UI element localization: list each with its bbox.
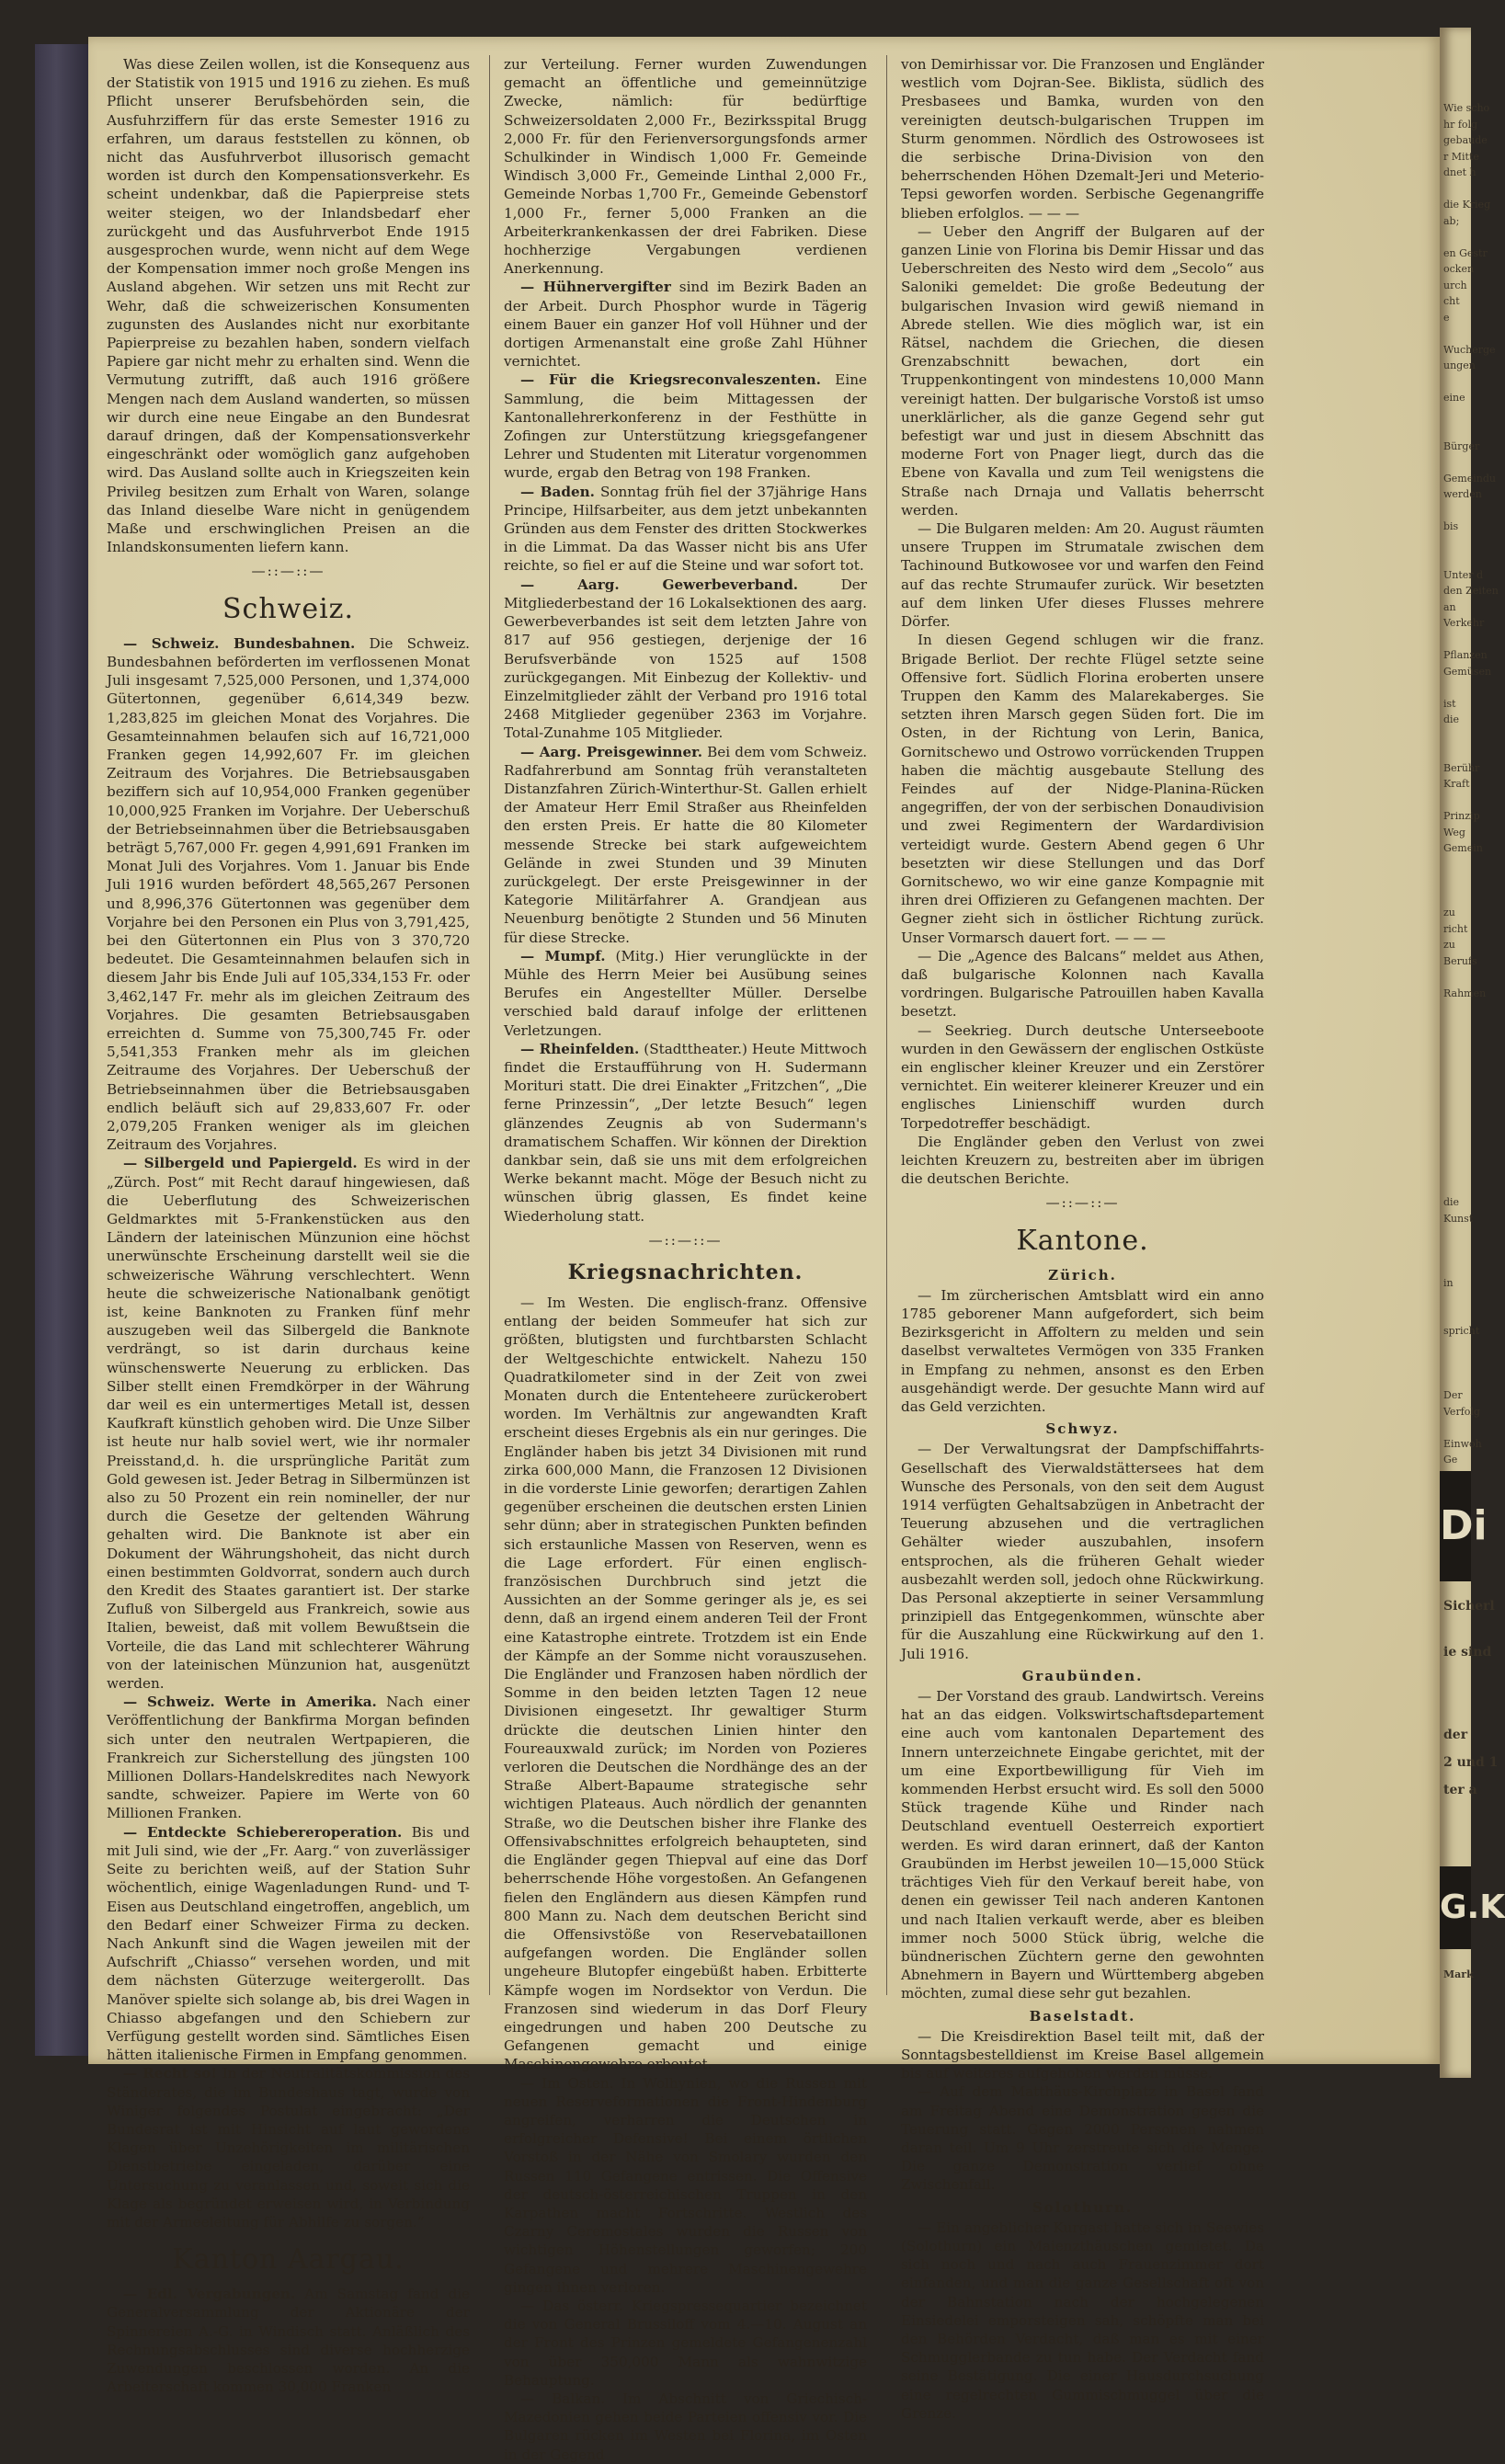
- fragment-line: e: [1443, 311, 1450, 324]
- article-gewerbeverband: [504, 576, 867, 743]
- article-text: Der Mitgliederbestand der 16 Lokalsektionen des aarg. Gewerbeverbandes ist seit dem letzten Jahre von 817 auf 956 gestiegen, derjenige der 16 Berufsverbände von 1525 auf 1508 zurückgegangen. Mit Einbezug der Kollektiv- und Einzelmitglieder zählt der Verband pro 1916 total 2468 Mitglieder gegenüber 2363 im Vorjahre. Total-Zunahme 105 Mitglieder.: [504, 576, 867, 742]
- article-text: Bis und mit Juli sind, wie der „Fr. Aarg.“ von zuverlässiger Seite zu berichten weiß, auf der Station Suhr wöchentlich, einige Wagenladungen Rund- und T-Eisen aus Deutschland eingetroffen, angeblich, um den Bedarf einer Schweizer Firma zu decken. Nach Ankunft sind die Wagen jeweilen mit der Aufschrift „Chiasso“ versehen worden, und mit dem nächsten Güterzuge weitergerollt. Das Manöver spielte sich solange ab, bis drei Wagen in Chiasso abgefangen und den Schiebern zur Verfügung gestellt worden sind. Sämtliches Eisen hätten italienische Firmen in Empfang genommen.: [107, 1823, 470, 2064]
- fragment-line: hr folg: [1443, 118, 1478, 131]
- article-text: bezeichnet die von General Brussiloff vom 4.—10. August an der Front des Prinzen gemeldete Gefangenenzahl von über 350,000 Mann als wahnwitzige Behauptung.: [504, 2297, 867, 2389]
- article-text: Eine Sammlung, die beim Mittagessen der Kantonallehrerkonferenz in der Festhütte in Zofingen zur Unterstützung kriegsgefangener Lehrer und Studenten mit Literatur vorgenommen wurde, ergab den Betrag von 198 Franken.: [504, 371, 867, 482]
- article-label: — Silbergeld und Papiergeld.: [123, 1155, 358, 1172]
- fragment-line: urch: [1443, 279, 1467, 291]
- fragment-line: Prinzip: [1443, 810, 1480, 822]
- fragment-line: Kunst: [1443, 1212, 1474, 1225]
- fragment-line: gebaude: [1443, 134, 1488, 146]
- article-im-westen: [504, 1294, 867, 2074]
- fragment-line: Der: [1443, 1389, 1463, 1401]
- article-im-osten: [504, 2074, 867, 2297]
- fragment-line: ist: [1443, 697, 1456, 710]
- column-rule-left: [489, 55, 490, 1995]
- article-label: — Im Osten.: [520, 2074, 614, 2092]
- article-label: — Hühnervergifter: [520, 279, 671, 296]
- article-seekrieg: — Seekrieg. Durch deutsche Unterseeboote wurden in den Gewässern der englischen Ostküste ein englischer kleiner Kreuzer und ein Zerstörer vernichtet. Ein weiterer kleinerer Kreuzer und ein englisches Linienschiff wurden durch Torpedotreffer beschädigt.: [901, 1021, 1264, 1132]
- fragment-line: richt: [1443, 922, 1468, 935]
- fragment-ad-line: Mark: [1443, 1968, 1474, 1980]
- column-two: [504, 55, 868, 2463]
- article-label: — Schweiz. Werte in Amerika.: [123, 1694, 377, 1711]
- article-text: (Stadttheater.) Heute Mittwoch findet die Erstaufführung von H. Sudermann Morituri statt. Die drei Einakter „Fritzchen“, „Die ferne Prinzessin“, „Der letzte Besuch“ legen glänzendes Zeugnis ab von Sudermann's dramatischem Schaffen. Wir können der Direktion dankbar sein, daß sie uns mit dem erfolgreichen Werke bekannt macht. Möge der Besuch nicht zu wünschen übrig glassen, Es findet keine Wiederholung statt.: [504, 1040, 867, 1225]
- article-preisgewinner: [504, 743, 867, 947]
- article-schwyz: — Der Verwaltungsrat der Dampfschiffahrts-Gesellschaft des Vierwaldstättersees hat dem Wunsche des Personals, von den seit dem August 1914 verfügten Gehaltsabzügen in Anbetracht der Teuerung abzusehen und die vertraglichen Gehälter wieder auszubahlen, insofern entsprochen, als die früheren Gehalt wieder ausbezahlt werden soll, jedoch ohne Rückwirkung. Das Personal akzeptierte in seiner Versammlung prinzipiell das Entgegenkommen, wünschte aber für die Auszahlung eine Rückwirkung auf den 1. Juli 1916.: [901, 1441, 1264, 1662]
- article-huehnervergifter: [504, 278, 867, 371]
- article-zuerich: — Im zürcherischen Amtsblatt wird ein anno 1785 geborener Mann aufgefordert, sich beim Bezirksgericht in Affoltern zu melden und sein daselbst verwaltetes Vermögen von 335 Franken in Empfang zu nehmen, ansonst es den Erben ausgehändigt werde. Der gesuchte Mann wird auf das Geld verzichten.: [901, 1286, 1264, 1416]
- fragment-line: Ge: [1443, 1454, 1458, 1466]
- article-mumpf: [504, 947, 867, 1040]
- fragment-line: Pflanzen: [1443, 649, 1488, 661]
- article-agence-balcans: — Die „Agence des Balcans“ meldet aus Athen, daß bulgarische Kolonnen nach Kavalla vordringen. Bulgarische Patrouillen haben Kavalla besetzt.: [901, 947, 1264, 1021]
- fragment-line: Wie scho: [1443, 102, 1490, 114]
- fragment-line: ab;: [1443, 214, 1460, 227]
- article-balkan: [504, 2390, 867, 2464]
- heading-kantone: Kantone.: [1016, 1224, 1149, 1257]
- article-text: (Mitg.) Hier verunglückte in der Mühle des Herrn Meier bei Ausübung seines Berufes ein Angestellter Müller. Derselbe verschied bald darauf infolge der erlittenen Verletzungen.: [504, 947, 867, 1039]
- section-separator: —::—::—: [1045, 1194, 1120, 1212]
- fragment-line: die: [1443, 1196, 1460, 1208]
- fragment-ad-headline: Di: [1440, 1471, 1471, 1581]
- article-kriegsreconvaleszenten: [504, 371, 867, 482]
- article-kriegspressequartier: [504, 2297, 867, 2390]
- heading-baselstadt: Baselstadt.: [1029, 2007, 1136, 2025]
- continued-paragraph: zur Verteilung. Ferner wurden Zuwendungen gemacht an öffentliche und gemeinnützige Zwecke, nämlich: für bedürftige Schweizersoldaten 2,000 Fr., Bezirksspital Brugg 2,000 Fr. für den Ferienversorgungsfonds armer Schulkinder in Windisch 1,000 Fr. Gemeinde Windisch 3,000 Fr., Gemeinde Linthal 2,000 Fr., Gemeinde Norbas 1,700 Fr., Gemeinde Gebenstorf 1,000 Fr., ferner 5,000 Franken an die Arbeiterkrankenkassen der drei Fabriken. Diese hochherzige Vergabungen verdienen Anerkennung.: [504, 56, 867, 278]
- fragment-line: Berufs: [1443, 954, 1477, 967]
- fragment-line: spricht: [1443, 1325, 1480, 1337]
- article-gegend: In diesen Gegend schlugen wir die franz. Brigade Berliot. Der rechte Flügel setzte seine Offensive fort. Südlich Florina eroberten unsere Truppen den Kamm des Malarekaberges. Sie setzten ihren Marsch gegen Süden fort. Die im Osten, in der Richtung von Lerin, Banica, Gornitschewo und Ostrowo vorrückenden Truppen haben die mächtig ausgebaute Stellung des Feindes auf der Nidge-Planina-Rücken angegriffen, der von der serbischen Donaudivision und zwei Regimentern der Wardardivision verteidigt wurde. Gestern Abend gegen 6 Uhr besetzten wir diese Stellungen und das Dorf Gornitschewo, wo wir eine ganze Kompagnie mit ihren drei Offizieren zu Gefangenen machten. Der Gegner zieht sich in östlicher Richtung zurück. Unser Vormarsch dauert fort. — — —: [901, 632, 1264, 946]
- article-basel-demonstration: — Auf dem Matthäus-Kirchplatz in Basel fand am Freitag Abend eine Demonstration gegen die Teuerung statt. Gegen 2000 Personen nahmen daran teil. Um 9 Uhr zerstreute sich die Menge. Die ganze Demonstration verlief ohne Zwischenfall.: [901, 2083, 1264, 2194]
- heading-kanton-aargau: Kanton Aargau.: [172, 2243, 405, 2276]
- article-label: — Rheinfelden.: [520, 1040, 640, 1057]
- fragment-line: Berühr: [1443, 761, 1480, 774]
- article-text: sind im Bezirk Baden an der Arbeit. Durch Phosphor wurde in Tägerig einem Bauer ein ganzer Hof voll Hühner und der dortigen Armenanstalt eine große Zahl Hühner vernichtet.: [504, 279, 867, 371]
- fragment-line: Weg: [1443, 826, 1465, 838]
- article-text: Die englisch-franz. Offensive entlang der beiden Sommeufer hat sich zur größten, blutigsten und furchtbarsten Schlacht der Weltgeschichte entwickelt. Nahezu 150 Quadratkilometer sind in der Zeit von zwei Monaten durch die Ententeheere zurückerobert worden. Im Verhältnis zur angewandten Kraft erscheint dieses Ergebnis als ein nur geringes. Die Engländer haben bis jetzt 34 Divisionen mit rund zirka 600,000 Mann, die Franzosen 12 Divisionen in die vorderste Linie geworfen; derartigen Zahlen gegenüber erscheinen die deutschen ersten Linien sehr dünn; aber in strategischen Punkten befinden sich erstaunliche Massen von Reserven, wenn es die Lage erfordert. Für einen englisch-französischen Durchbruch sind jetzt die Aussichten an der Somme geringer als je, es sei denn, daß an irgend einem anderen Teil der Front eine Katastrophe eintrete. Trotzdem ist ein Ende der Kämpfe an der Somme nicht vorauszusehen. Die Engländer und Franzosen haben nördlich der Somme in den beiden letzten Tagen 12 neue Divisionen eingesetzt. Ihr gewaltiger Sturm drückte die deutschen Linien hinter den Foureauxwald zurück; im Norden von Pozieres verloren die Deutschen die Nordhänge des an der Straße Albert-Bapaume strategische sehr wichtigen Plateaus. Auch nördlich der genannten Straße, wo die Deutschen bisher ihre Flanke des Offensivabschnittes erfolgreich behaupteten, sind die Engländer gegen Thiepval auf eine das Dorf beherrschende Höhe vorgestoßen. An Gefangenen fielen den Engländern aus diesen Kämpfen rund 800 Mann zu. Nach dem deutschen Bericht sind die Offensivstöße von Reservebataillonen aufgefangen worden. Die Engländer sollen ungeheure Blutopfer eingebüßt haben. Erbitterte Kämpfe wogen im Nordsektor von Verdun. Die Franzosen sind wiederum in das Dorf Fleury eingedrungen und haben 200 Deutsche zu Gefangenen gemacht und einige Maschinengewehre erbeutet.: [504, 1295, 868, 2073]
- fragment-ad-line: 2 und 1: [1443, 1755, 1499, 1770]
- article-label: — Aarg. Gewerbeverband.: [520, 576, 799, 593]
- article-text: In Wolhynien, wo die Russen mit neuen Reserveformationen die Front-Hindenburg angreifen, verharren die Deutschen in erfolgreicher Defensive! Bei einem örtlichen Vorstoß in der Nähe von Smolary wurden den Russen 110 Gefangene entrissen. Die Offensive der deutsch-österreichischen Truppen in den Karpathen macht Fortschritte. Westlich des Czarny Ceremostales wurden die Russen von wichtigen Höhenstellungen geworfen; 200 Gefangene und mehrere Maschinengewehre gingen ihnen verloren.: [504, 2074, 867, 2296]
- fragment-line: r Mitte: [1443, 150, 1479, 163]
- article-label: — Im Westen.: [520, 1295, 634, 1311]
- article-text: Sonntag früh fiel der 37jährige Hans Principe, Hilfsarbeiter, aus dem jetzt unbekannten Gründen aus dem Fenster des dritten Stockwerkes in die Limmat. Da das Wasser nicht bis ans Ufer reichte, so fiel er auf die Steine und war sofort tot.: [504, 483, 867, 575]
- article-label: — Edl. Vergabungen.: [123, 2286, 296, 2303]
- article-text: Im Abschnitt von Griechisch-Mazedonien gehen beide Parteien offensiv vor. Die Bulgaren rücken im Westen bei Florina, im Osten in der Gegend: [504, 2390, 867, 2463]
- fragment-line: cht: [1443, 295, 1460, 307]
- fragment-line: Verkehr: [1443, 617, 1485, 629]
- fragment-line: den Zeiten: [1443, 585, 1499, 597]
- fragment-line: Gemeindu: [1443, 472, 1496, 485]
- article-recht-so: [107, 2064, 470, 2231]
- article-bundesbahnen: [107, 634, 470, 1155]
- fragment-line: die: [1443, 713, 1460, 725]
- article-silbergeld: [107, 1154, 470, 1693]
- article-vergabungen: [107, 2285, 470, 2396]
- article-baden: [504, 483, 867, 576]
- article-label: — Das österr. Kriegspressequartier: [520, 2297, 782, 2314]
- book-binding-edge: [35, 44, 88, 2056]
- fragment-line: ungen: [1443, 359, 1476, 371]
- intro-paragraph: Was diese Zeilen wollen, ist die Konsequenz aus der Statistik von 1915 und 1916 zu ziehen. Es muß Pflicht unserer Berufsbehörden sein, die Ausfuhrziffern für das erste Semester 1916 zu erfahren, um daraus feststellen zu können, ob nicht das Ausfuhrverbot illusorisch gemacht worden ist durch den Kompensationsverkehr. Es scheint undenkbar, daß die Papierpreise stets weiter steigen, wo der Inlandsbedarf eher zurückgeht und das Ausfuhrverbot Ende 1915 ausgesprochen wurde, wenn nicht auf dem Wege der Kompensation immer noch große Mengen ins Ausland abgehen. Wir setzen uns mit Recht zur Wehr, daß die schweizerischen Konsumenten zugunsten des Auslandes nicht nur exorbitante Papierpreise zu bezahlen haben, sondern vielfach Papiere gar nicht mehr zu erhalten sind. Wenn die Vermutung zutrifft, daß auch 1916 größere Mengen nach dem Ausland wanderten, so müssen wir durch eine neue Eingabe an den Bundesrat darauf dringen, daß der Kompensationsverkehr eingeschränkt oder womöglich ganz aufgehoben wird. Das Ausland sollte auch in Kriegszeiten kein Privileg besitzen zum Erhalt von Waren, solange das Inland dieselbe Ware nicht in genügendem Maße und erschwinglichen Preisen an die Inlandskonsumenten liefern kann.: [107, 56, 470, 556]
- fragment-line: en Gestr: [1443, 246, 1488, 259]
- fragment-line: Unter d: [1443, 568, 1484, 581]
- article-label: — Entdeckte Schiebereroperation.: [123, 1823, 403, 1841]
- article-text: Nach einer Veröffentlichung der Bankfirma Morgan befinden sich unter den neutralen Wertpapieren, die Frankreich zur Sicherstellung des jüngsten 100 Millionen Dollars-Handelskredites nach Newyork sandte, schweizer. Papiere im Werte von 60 Millionen Franken.: [107, 1694, 470, 1822]
- article-text: Am Samstag fand die Generalversammlung der Aktionäre der Spinnereien A.-G. in Windisch statt. Anläßlich des Rechnungsabschlusses sind diverse hochherzige Zuwendungen beschlossen worden. An die Arbeiterschaft kommen 30,000 Franken: [107, 2286, 471, 2396]
- fragment-line: bis: [1443, 520, 1459, 532]
- article-text: Bei dem vom Schweiz. Radfahrerbund am Sonntag früh veranstalteten Distanzfahren Zürich-Winterthur-St. Gallen erhielt der Amateur Herr Emil Straßer aus Rheinfelden den ersten Preis. Er hatte die 80 Kilometer messende Strecke bei stark aufgeweichtem Gelände in zwei Stunden und 39 Minuten zurückgelegt. Der erste Preisgewinner in der Kategorie Militärfahrer A. Grandjean aus Neuenburg benötigte 2 Stunden und 56 Minuten für diese Strecke.: [504, 743, 868, 946]
- heading-graubuenden: Graubünden.: [1021, 1667, 1144, 1684]
- heading-kriegsnachrichten: Kriegsnachrichten.: [567, 1261, 804, 1284]
- article-label: — Aarg. Preisgewinner.: [520, 743, 703, 760]
- article-label: — Für die Kriegsreconvaleszenten.: [520, 371, 821, 389]
- fragment-line: eine: [1443, 392, 1465, 404]
- article-werte-amerika: [107, 1693, 470, 1822]
- fragment-ad-line: ie sind: [1443, 1645, 1492, 1660]
- fragment-line: in: [1443, 1276, 1454, 1289]
- section-separator: —::—::—: [648, 1231, 723, 1249]
- fragment-line: zu: [1443, 907, 1455, 918]
- fragment-line: an: [1443, 600, 1456, 613]
- article-text: In der Neutralitätskommission des Ständerates, die im Bundeshaus tagt, wurde von Winiger folgendes Postulat eingebracht: „Der Bundesrat ist mit Hinsicht auf laut gewordene Klagen über Unzehörigkeiten im militärischen Dienstbetriebe eingeladen, darüber eine Untersuchung zu veranlassen und, soweit sich die Klage als begründet erweisen wird, in Verbindung mit der Armeeleitung für Abhilfe zu sorgen.“: [107, 2065, 471, 2230]
- article-label: — Mumpf.: [520, 947, 606, 964]
- article-label: — Schweiz. Bundesbahnen.: [123, 634, 356, 652]
- heading-solothurn: Solothurn.: [1032, 2198, 1134, 2216]
- fragment-line: Verfolg: [1443, 1405, 1480, 1418]
- fragment-line: Rahmen: [1443, 987, 1487, 999]
- fragment-line: zu: [1443, 939, 1455, 951]
- fragment-line: Gemüsen: [1443, 665, 1492, 678]
- fragment-line: die Krieg: [1443, 199, 1491, 211]
- fragment-line: Gemein: [1443, 842, 1483, 854]
- heading-zuerich: Zürich.: [1048, 1266, 1117, 1283]
- article-label: — Baden.: [520, 483, 595, 500]
- heading-schwyz: Schwyz.: [1045, 1420, 1120, 1438]
- next-page-fragment: [1440, 28, 1505, 2078]
- article-basel-post: — Die Kreisdirektion Basel teilt mit, daß der Sonntagsbestelldienst im Kreise Basel allgemein bis auf weiteres aufgehoben werden müsse.: [901, 2027, 1264, 2082]
- fragment-ad-line: der: [1443, 1728, 1468, 1742]
- fragment-line: Einwoh: [1443, 1437, 1482, 1450]
- section-separator: —::—::—: [251, 563, 325, 580]
- article-englaender-verlust: Die Engländer geben den Verlust von zwei leichten Kreuzern zu, bestreiten aber im übrigen die deutschen Berichte.: [901, 1133, 1264, 1188]
- article-label: — Recht so!: [123, 2065, 218, 2082]
- fragment-ad-headline: G.K: [1440, 1866, 1471, 1949]
- article-solothurn: — Ein angeblicher Kurgast hatte sich in Seewies (Solothurn) ein Maienzthäuschen gemietet. Da sich noch und nach auch Frauenzimmer dort einfanden, und man die ganze Gesellschaft oft von der Bahnstation nach der hochgelegenen Einsiedelei emporsteigen sah, schöpfte man bei den Behörden Verdacht, daß man es mit einer Schmugglerbande zu tun habe. Der Verdacht fand seine Bestätigung. Die einer Hausdurchsuchung eine regelrechten Gummischmuggel über die Grenze.: [901, 2219, 1264, 2422]
- fragment-ad-line: ter a: [1443, 1783, 1477, 1797]
- fragment-line: ocken: [1443, 263, 1475, 275]
- article-text: Es wird in der „Zürch. Post“ mit Recht darauf hingewiesen, daß die Ueberflutung des Schweizerischen Geldmarktes mit 5-Frankenstücken aus den Ländern der lateinischen Münzunion eine höchst unerwünschte Erscheinung darstellt weil sie die schweizerische Währung verschlechtert. Wenn heute die schweizerische Nationalbank genötigt ist, keine Banknoten zu Franken fünf mehr auszugeben weil das Silbergeld die Banknote verdrängt, so ist darin durchaus keine wünschenswerte Neuerung zu erblicken. Das Silber stellt einen Fremdkörper in der Währung dar weil es ein untermertiges Metall ist, dessen Kaufkraft künstlich gehoben wird. Die Unze Silber ist heute nur halb soviel wert, wie ihr normaler Preisstand,d. h. die ursprüngliche Parität zum Gold gewesen ist. Jeder Betrag in Silbermünzen ist also zu 50 Prozent ein rein nomineller, der nur durch die Gesetze der geltenden Währung gehalten wird. Die Banknote ist aber ein Dokument der Währungshoheit, das nicht durch einen bestimmten Goldvorrat, sondern auch durch den Kredit des Staates garantiert ist. Der starke Zufluß von Silbergeld aus Frankreich, sowie aus Italien, beweist, daß mit vollem Bewußtsein die Vorteile, die das Land mit schlechterer Währung von der lateinischen Münzunion hat, ausgenützt werden.: [107, 1155, 470, 1693]
- heading-schweiz: Schweiz.: [222, 592, 355, 625]
- fragment-line: werden: [1443, 488, 1482, 500]
- article-text: Die Schweiz. Bundesbahnen beförderten im verflossenen Monat Juli insgesamt 7,525,000 Personen, und 1,374,000 Gütertonnen, gegenüber 6,614,349 bezw. 1,283,825 im gleichen Monat des Vorjahres. Die Gesamteinnahmen belaufen sich auf 16,721,000 Franken gegen 14,992,607 Fr. im gleichen Zeitraum des Vorjahres. Die Betriebsausgaben beziffern sich auf 10,954,000 Franken gegenüber 10,000,925 Franken im Vorjahre. Der Ueberschuß der Betriebseinnahmen über die Betriebsausgaben beträgt 5,767,000 Fr. gegen 4,991,691 Franken im Monat Juli des Vorjahres. Vom 1. Januar bis Ende Juli 1916 wurden befördert 48,565,267 Personen und 8,996,376 Gütertonnen was gegenüber dem Vorjahre bei den Personen ein Plus von 3,791,425, bei den Gütertonnen ein Plus von 3 370,720 bedeutet. Die Gesamteinnahmen belaufen sich in diesem Jahr bis Ende Juli auf 105,334,153 Fr. oder 3,462,147 Fr. mehr als im gleichen Zeitraum des Vorjahres. Die gesamten Betriebsausgaben erreichten d. Summe von 75,300,745 Fr. oder 5,541,353 Franken mehr als im gleichen Zeitraume des Vorjahres. Der Ueberschuß der Betriebseinnahmen über die Betriebsausgaben endlich beläuft sich auf 29,833,607 Fr. oder 2,079,205 Franken weniger als im gleichen Zeitraum des Vorjahres.: [107, 634, 471, 1154]
- article-schieberei: [107, 1823, 470, 2065]
- fragment-ad-line: Sicherl: [1443, 1599, 1495, 1614]
- column-three: [901, 55, 1264, 2422]
- fragment-line: Bürger: [1443, 439, 1480, 452]
- fragment-line: Kraft: [1443, 778, 1470, 790]
- article-rheinfelden: [504, 1040, 867, 1226]
- article-bulgaren-angriff: — Ueber den Angriff der Bulgaren auf der ganzen Linie von Florina bis Demir Hissar und das Ueberschreiten des Nesto wird dem „Secolo“ aus Saloniki gemeldet: Die große Bedeutung der bulgarischen Invasion wird gewiß niemand in Abrede stellen. Wie dies möglich war, ist ein Rätsel, nachdem die Griechen, die diesen Grenzabschnitt bewachen, dort ein Truppenkontingent von mindestens 10,000 Mann vereinigt hatten. Der bulgarische Vorstoß ist umso unerklärlicher, als die ganze Gegend sehr gut befestigt war und just in diesem Abschnitt das moderne Fort von Pnager liegt, durch das die Ebene von Kavalla und zum Teil wenigstens die Straße nach Drnaja und Vallatis beherrscht werden.: [901, 222, 1264, 519]
- article-label: — Balkan.: [520, 2390, 606, 2407]
- article-graubuenden: — Der Vorstand des graub. Landwirtsch. Vereins hat an das eidgen. Volkswirtschaftsdepartement eine auch vom kantonalen Departement des Innern unterzeichnete Eingabe gerichtet, mit der um eine Exportbewilligung für Vieh im kommenden Herbst ersucht wird. Es soll den 5000 Stück tragende Kühe und Rinder nach Deutschland eventuell Oesterreich exportiert werden. Es wird daran erinnert, daß der Kanton Graubünden im Herbst jeweilen 10—15,000 Stück trächtiges Vieh für den Verkauf bereit habe, von denen ein gewisser Teil nach anderen Kantonen und nach Italien verkauft werde, aber es bleiben immer noch 5000 Stück übrig, welche die bündnerischen Züchtern gerne den gewohnten Abnehmern in Bayern und Württemberg abgeben möchten, zumal diese sehr gut bezahlen.: [901, 1688, 1264, 2002]
- article-bulgaren-melden: — Die Bulgaren melden: Am 20. August räumten unsere Truppen im Strumatale zwischen dem Tachinound Butkowosee vor und warfen den Feind auf das rechte Strumaufer zurück. Wir besetzten auf dem linken Ufer dieses Flusses mehrere Dörfer.: [901, 520, 1264, 631]
- continued-paragraph: von Demirhissar vor. Die Franzosen und Engländer westlich vom Dojran-See. Biklista, südlich des Presbasees und Bamka, wurden von den vereinigten deutsch-bulgarischen Truppen im Sturm genommen. Nördlich des Ostrowosees ist die serbische Drina-Division von den beherrschenden Höhen Dzemalt-Jeri und Meterio-Tepsi geworfen worden. Serbische Gegenangriffe blieben erfolglos. — — —: [901, 56, 1264, 222]
- fragment-line: Wucherge: [1443, 343, 1496, 356]
- fragment-line: dnet h: [1443, 166, 1476, 178]
- column-one: [107, 55, 471, 2396]
- column-rule-right: [886, 55, 887, 1995]
